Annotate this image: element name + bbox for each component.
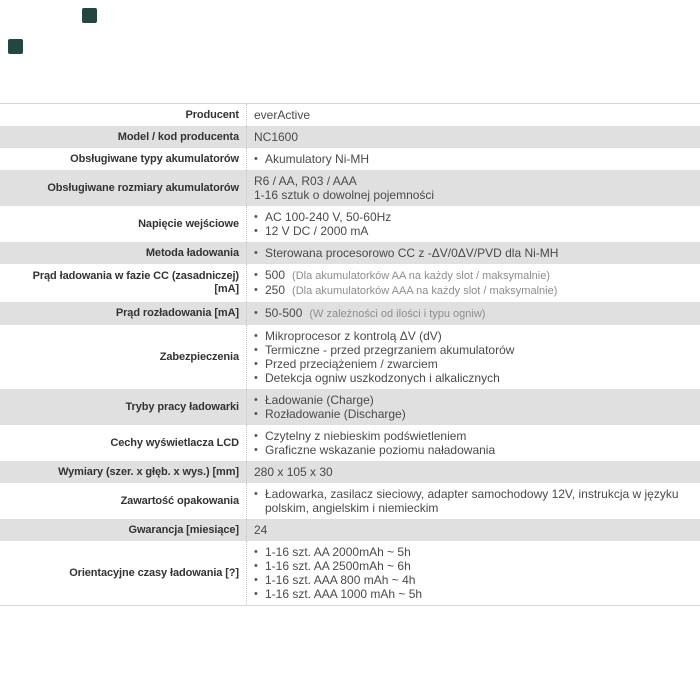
bullet-icon: • bbox=[254, 588, 258, 600]
spec-value bbox=[247, 126, 700, 148]
spec-value bbox=[247, 519, 700, 541]
value-text: 24 bbox=[254, 523, 268, 537]
bullet-icon: • bbox=[254, 307, 258, 319]
table-row bbox=[0, 425, 700, 461]
spec-label: Napięcie wejściowe bbox=[0, 206, 247, 242]
bullet-icon: • bbox=[254, 444, 258, 456]
table-row bbox=[0, 206, 700, 242]
spec-value bbox=[247, 461, 700, 483]
value-line bbox=[254, 371, 688, 385]
spec-label: Metoda ładowania bbox=[0, 242, 247, 264]
value-line bbox=[254, 108, 688, 122]
bullet-icon: • bbox=[254, 330, 258, 342]
spec-label: Obsługiwane typy akumulatorów bbox=[0, 148, 247, 170]
table-row bbox=[0, 104, 700, 126]
bullet-icon: • bbox=[254, 358, 258, 370]
spec-label: Orientacyjne czasy ładowania [?] bbox=[0, 541, 247, 605]
value-text: Detekcja ogniw uszkodzonych i alkalicznych bbox=[265, 371, 500, 385]
spec-value bbox=[247, 302, 700, 325]
table-row bbox=[0, 170, 700, 206]
value-line bbox=[254, 246, 688, 260]
value-text: 250 bbox=[265, 283, 286, 297]
value-line bbox=[254, 559, 688, 573]
value-text: 500 bbox=[265, 268, 286, 282]
value-line bbox=[254, 174, 688, 188]
spec-value bbox=[247, 264, 700, 302]
table-row bbox=[0, 541, 700, 605]
value-line bbox=[254, 393, 688, 407]
bullet-icon: • bbox=[254, 153, 258, 165]
bullet-icon: • bbox=[254, 408, 258, 420]
value-text: 1-16 sztuk o dowolnej pojemności bbox=[254, 188, 435, 202]
value-note: (W zależności od ilości i typu ogniw) bbox=[309, 308, 486, 320]
value-text: Rozładowanie (Discharge) bbox=[265, 407, 406, 421]
table-row bbox=[0, 519, 700, 541]
value-text: 1-16 szt. AAA 800 mAh ~ 4h bbox=[265, 573, 416, 587]
spec-value bbox=[247, 170, 700, 206]
value-line bbox=[254, 443, 688, 457]
bullet-icon: • bbox=[254, 284, 258, 296]
value-text: 1-16 szt. AA 2500mAh ~ 6h bbox=[265, 559, 411, 573]
value-line bbox=[254, 429, 688, 443]
value-text: Czytelny z niebieskim podświetleniem bbox=[265, 429, 467, 443]
product-spec-table bbox=[0, 103, 700, 606]
spec-label: Zabezpieczenia bbox=[0, 325, 247, 389]
spec-value bbox=[247, 541, 700, 605]
value-line bbox=[254, 224, 688, 238]
table-row bbox=[0, 148, 700, 170]
image-placeholder-icon bbox=[82, 8, 97, 23]
spec-value bbox=[247, 242, 700, 264]
value-text: Ładowanie (Charge) bbox=[265, 393, 374, 407]
table-row bbox=[0, 242, 700, 264]
value-text: Przed przeciążeniem / zwarciem bbox=[265, 357, 438, 371]
table-row bbox=[0, 461, 700, 483]
value-line bbox=[254, 573, 688, 587]
value-line bbox=[254, 268, 688, 283]
value-text: Mikroprocesor z kontrolą ΔV (dV) bbox=[265, 329, 442, 343]
bullet-icon: • bbox=[254, 225, 258, 237]
value-line bbox=[254, 523, 688, 537]
spec-value bbox=[247, 483, 700, 519]
bullet-icon: • bbox=[254, 488, 258, 500]
value-text: 1-16 szt. AA 2000mAh ~ 5h bbox=[265, 545, 411, 559]
value-text: 280 x 105 x 30 bbox=[254, 465, 333, 479]
value-line bbox=[254, 306, 688, 321]
value-line bbox=[254, 357, 688, 371]
bullet-icon: • bbox=[254, 344, 258, 356]
value-line bbox=[254, 587, 688, 601]
spec-label: Model / kod producenta bbox=[0, 126, 247, 148]
value-line bbox=[254, 152, 688, 166]
spec-value bbox=[247, 148, 700, 170]
value-text: 50-500 bbox=[265, 306, 303, 320]
value-note: (Dla akumulatorków AAA na każdy slot / maksymalnie) bbox=[292, 285, 558, 297]
table-row bbox=[0, 325, 700, 389]
value-line bbox=[254, 188, 688, 202]
table-row bbox=[0, 264, 700, 302]
value-line bbox=[254, 283, 688, 298]
bullet-icon: • bbox=[254, 269, 258, 281]
spec-value bbox=[247, 389, 700, 425]
bullet-icon: • bbox=[254, 394, 258, 406]
value-text: Akumulatory Ni-MH bbox=[265, 152, 370, 166]
value-text: 1-16 szt. AAA 1000 mAh ~ 5h bbox=[265, 587, 423, 601]
spec-label: Wymiary (szer. x głęb. x wys.) [mm] bbox=[0, 461, 247, 483]
bullet-icon: • bbox=[254, 372, 258, 384]
table-row bbox=[0, 126, 700, 148]
value-text: 12 V DC / 2000 mA bbox=[265, 224, 369, 238]
value-line bbox=[254, 130, 688, 144]
value-line bbox=[254, 487, 688, 515]
spec-label: Prąd rozładowania [mA] bbox=[0, 302, 247, 325]
value-text: Sterowana procesorowo CC z -ΔV/0ΔV/PVD dla Ni-MH bbox=[265, 246, 559, 260]
spec-label: Producent bbox=[0, 104, 247, 126]
spec-label: Cechy wyświetlacza LCD bbox=[0, 425, 247, 461]
spec-value bbox=[247, 206, 700, 242]
spec-value bbox=[247, 425, 700, 461]
value-line bbox=[254, 407, 688, 421]
spec-label: Tryby pracy ładowarki bbox=[0, 389, 247, 425]
spec-label: Zawartość opakowania bbox=[0, 483, 247, 519]
value-line bbox=[254, 329, 688, 343]
spec-label: Gwarancja [miesiące] bbox=[0, 519, 247, 541]
table-row bbox=[0, 389, 700, 425]
spec-label: Prąd ładowania w fazie CC (zasadniczej) [mA] bbox=[0, 264, 247, 302]
value-line bbox=[254, 545, 688, 559]
image-placeholder-icon bbox=[8, 39, 23, 54]
value-text: R6 / AA, R03 / AAA bbox=[254, 174, 357, 188]
value-text: Graficzne wskazanie poziomu naładowania bbox=[265, 443, 496, 457]
bullet-icon: • bbox=[254, 430, 258, 442]
value-text: everActive bbox=[254, 108, 311, 122]
bullet-icon: • bbox=[254, 560, 258, 572]
value-text: Termiczne - przed przegrzaniem akumulatorów bbox=[265, 343, 515, 357]
value-text: NC1600 bbox=[254, 130, 299, 144]
value-text: Ładowarka, zasilacz sieciowy, adapter samochodowy 12V, instrukcja w języku polskim, angielskim i niemieckim bbox=[265, 487, 679, 515]
value-line bbox=[254, 343, 688, 357]
bullet-icon: • bbox=[254, 546, 258, 558]
spec-value bbox=[247, 104, 700, 126]
table-row bbox=[0, 483, 700, 519]
spec-label: Obsługiwane rozmiary akumulatorów bbox=[0, 170, 247, 206]
bullet-icon: • bbox=[254, 247, 258, 259]
value-text: AC 100-240 V, 50-60Hz bbox=[265, 210, 392, 224]
table-row bbox=[0, 302, 700, 325]
value-line bbox=[254, 465, 688, 479]
value-line bbox=[254, 210, 688, 224]
bullet-icon: • bbox=[254, 211, 258, 223]
value-note: (Dla akumulatorków AA na każdy slot / maksymalnie) bbox=[292, 270, 551, 282]
bullet-icon: • bbox=[254, 574, 258, 586]
spec-value bbox=[247, 325, 700, 389]
